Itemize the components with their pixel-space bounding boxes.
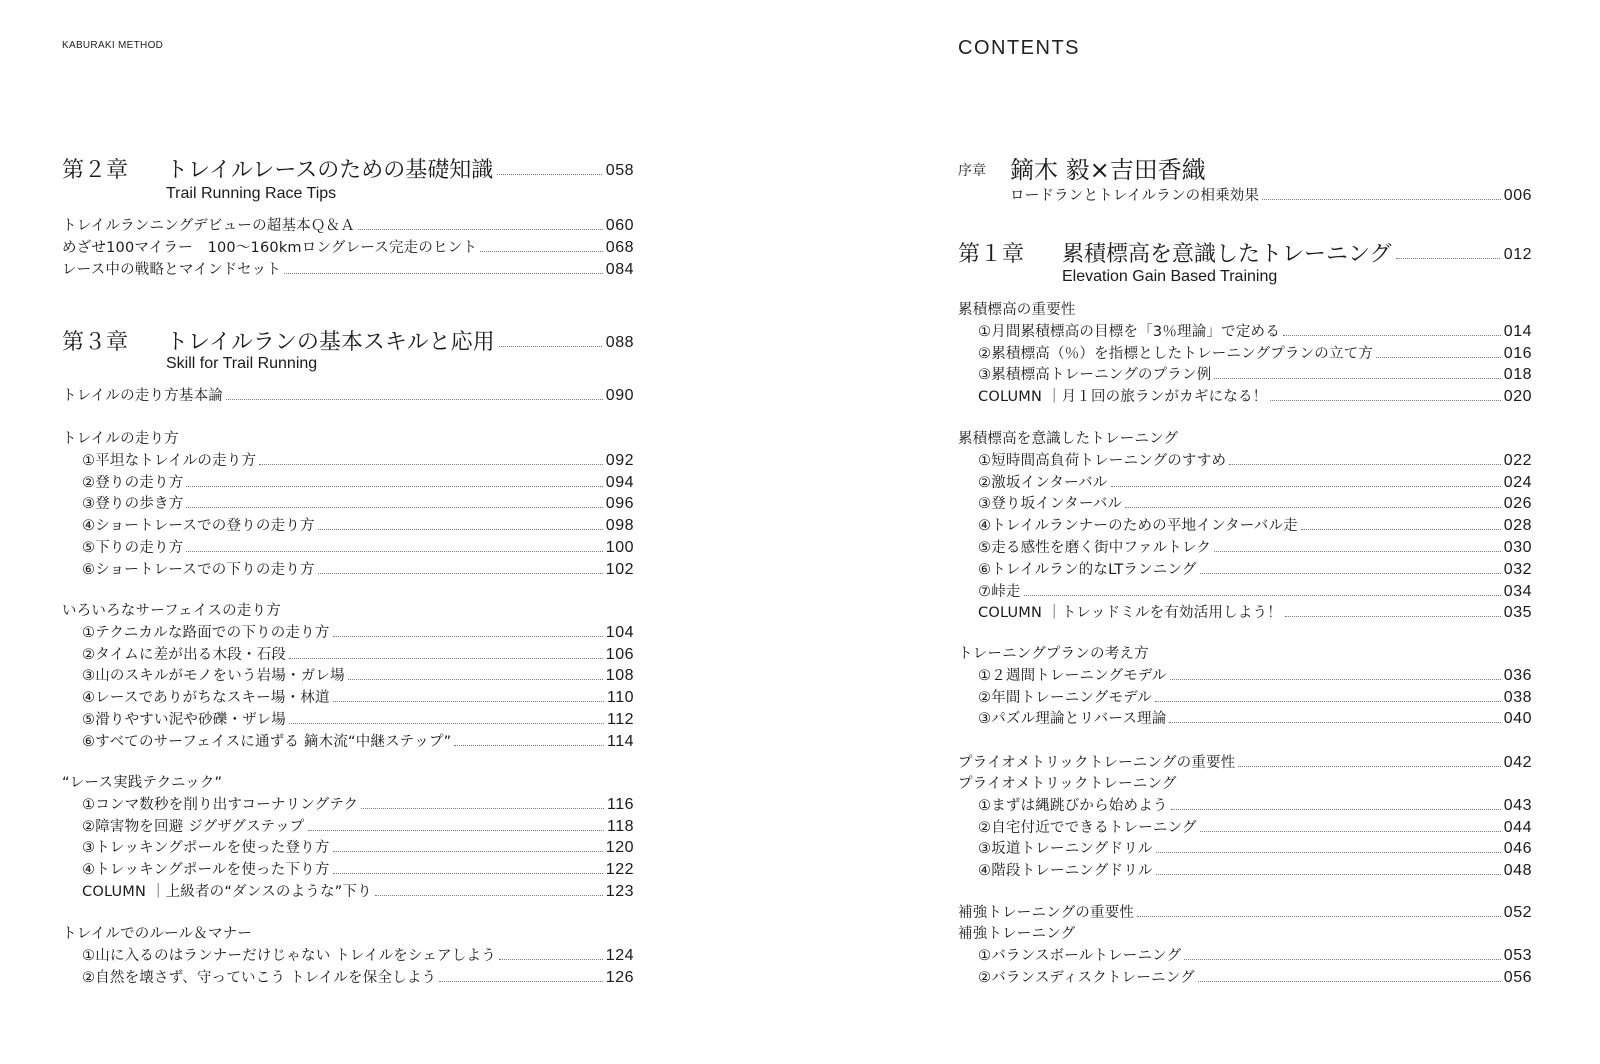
chapter-1-heading[interactable] (958, 232, 1532, 268)
page-number: 122 (605, 861, 634, 879)
entry-title: ④レースでありがちなスキー場・林道 (82, 690, 330, 707)
page-number: 052 (1503, 904, 1532, 921)
leader-dots (1270, 400, 1500, 401)
leader-dots (1200, 831, 1501, 832)
entry-title: ⑥すべてのサーフェイスに通ずる 鏑木流“中継ステップ” (82, 733, 452, 750)
page-number: 098 (605, 517, 634, 535)
toc-entry[interactable] (62, 491, 634, 513)
entry-title: ④階段トレーニングドリル (978, 863, 1153, 880)
leader-dots (1171, 809, 1501, 810)
toc-entry[interactable] (958, 384, 1532, 406)
toc-entry[interactable] (62, 535, 634, 557)
leader-dots (284, 273, 603, 274)
toc-entry[interactable] (958, 557, 1532, 579)
page-number: 038 (1503, 688, 1532, 706)
section-title-text: 累積標高を意識したトレーニング (958, 431, 1179, 447)
page-number: 048 (1503, 862, 1532, 880)
leader-dots (439, 981, 603, 982)
entry-title: COLUMN ｜トレッドミルを有効活用しよう！ (978, 605, 1282, 622)
leader-dots (186, 486, 602, 487)
page-number: 112 (606, 711, 634, 728)
toc-entry[interactable] (62, 835, 634, 857)
entry-title: ①まずは縄跳びから始めよう (978, 797, 1168, 814)
section-title-text: プライオメトリックトレーニング (958, 776, 1177, 792)
entry-title: ④トレッキングポールを使った下り方 (82, 862, 330, 879)
page-number: 056 (1503, 968, 1532, 986)
section-title (62, 598, 634, 620)
entry-title: トレイルの走り方基本論 (62, 388, 223, 404)
chapter-number: 第２章 (62, 158, 129, 183)
toc-entry[interactable] (958, 750, 1532, 772)
leader-dots (499, 959, 603, 960)
entry-title: ②バランスディスクトレーニング (978, 969, 1195, 986)
entry-title: ①短時間高負荷トレーニングのすすめ (978, 452, 1227, 469)
toc-entry[interactable] (958, 793, 1532, 815)
entry-title: ②年間トレーニングモデル (978, 689, 1152, 706)
entry-title: ③山のスキルがモノをいう岩場・ガレ場 (82, 668, 345, 685)
entry-title: ⑦峠走 (978, 583, 1021, 600)
entry-title: COLUMN ｜上級者の“ダンスのような”下り (82, 884, 372, 900)
chapter-subtitle-en: Trail Running Race Tips (166, 185, 337, 202)
entry-title: ③パズル理論とリバース理論 (978, 711, 1167, 728)
page-number: 022 (1503, 451, 1532, 469)
toc-entry[interactable] (958, 663, 1532, 685)
toc-entry[interactable] (62, 792, 634, 814)
entry-title: ⑤走る感性を磨く街中ファルトレク (978, 540, 1212, 556)
entry-title: COLUMN ｜月１回の旅ランがカギになる！ (978, 389, 1268, 406)
page-number: 060 (605, 217, 634, 234)
entry-title: ②激坂インターバル (978, 474, 1108, 491)
leader-dots (1229, 464, 1501, 465)
entry-title: ⑥ショートレースでの下りの走り方 (82, 561, 315, 578)
toc-entry[interactable] (958, 362, 1532, 384)
leader-dots (226, 399, 603, 400)
section-title-text: トレイルの走り方 (62, 431, 179, 447)
page-number: 120 (605, 839, 634, 857)
entry-title: ②タイムに差が出る木段・石段 (82, 646, 287, 663)
toc-entry[interactable] (62, 857, 634, 879)
toc-entry[interactable] (958, 900, 1532, 922)
section-title-text: “レース実践テクニック” (62, 775, 223, 791)
leader-dots (1170, 679, 1501, 680)
section-title (958, 426, 1532, 448)
intro-label: 序章 (958, 163, 986, 179)
intro-title: 鏑木 毅×吉田香織 (1010, 156, 1206, 184)
contents-heading: CONTENTS (958, 37, 1080, 59)
toc-entry[interactable] (958, 513, 1532, 535)
page-number: 030 (1503, 539, 1532, 556)
entry-title: ③坂道トレーニングドリル (978, 841, 1153, 858)
leader-dots (1198, 981, 1501, 982)
leader-dots (289, 723, 604, 724)
entry-title: ①月間累積標高の目標を「3％理論」で定める (978, 323, 1280, 340)
entry-title: ③登り坂インターバル (978, 496, 1123, 513)
toc-entry[interactable] (62, 513, 634, 535)
section-title (62, 426, 634, 448)
page-number: 102 (605, 560, 634, 578)
page-number: 032 (1503, 560, 1532, 578)
page-number: 026 (1503, 495, 1532, 513)
section-title (958, 771, 1532, 793)
leader-dots (1283, 335, 1501, 336)
chapter-3-heading[interactable] (62, 320, 634, 356)
toc-entry[interactable] (62, 729, 634, 751)
leader-dots (375, 895, 603, 896)
page-number: 118 (606, 817, 634, 835)
section-title-text: 累積標高の重要性 (958, 302, 1076, 318)
page-number: 006 (1503, 187, 1532, 204)
toc-entry[interactable] (958, 858, 1532, 880)
page-number: 096 (605, 495, 634, 513)
leader-dots (1156, 852, 1501, 853)
page-number: 043 (1503, 796, 1532, 814)
intro-subtitle-entry[interactable] (1010, 183, 1532, 205)
entry-title: ①バランスボールトレーニング (978, 947, 1182, 964)
leader-dots (186, 507, 602, 508)
toc-entry[interactable] (958, 706, 1532, 728)
leader-dots (186, 551, 602, 552)
entry-title: ⑥トレイルラン的なLTランニング (978, 561, 1197, 578)
page-number: 014 (1503, 322, 1532, 340)
entry-title: ②自然を壊さず、守っていこう トレイルを保全しよう (82, 969, 437, 986)
section-title-text: トレーニングプランの考え方 (958, 646, 1149, 662)
page-number: 104 (605, 623, 634, 641)
entry-title: ①山に入るのはランナーだけじゃない トレイルをシェアしよう (82, 947, 496, 964)
page-number: 034 (1503, 582, 1532, 600)
page-number: 090 (605, 387, 634, 404)
leader-dots (333, 636, 603, 637)
page-number: 114 (606, 732, 634, 750)
entry-title: トレイルランニングデビューの超基本Ｑ＆Ａ (62, 218, 355, 234)
toc-entry[interactable] (958, 448, 1532, 470)
entry-title: めざせ100マイラー 100〜160kmロングレース完走のヒント (62, 239, 478, 256)
toc-entry[interactable] (958, 579, 1532, 601)
leader-dots (1214, 378, 1500, 379)
page-number: 016 (1503, 344, 1532, 362)
toc-entry[interactable] (958, 470, 1532, 492)
page-number: 068 (605, 238, 634, 256)
entry-title: ④ショートレースでの登りの走り方 (82, 518, 315, 535)
page-number: 108 (605, 667, 634, 685)
entry-title: ②自宅付近でできるトレーニング (978, 819, 1197, 836)
toc-entry[interactable] (958, 815, 1532, 837)
leader-dots (499, 346, 602, 347)
toc-entry[interactable] (62, 814, 634, 836)
toc-entry[interactable] (62, 448, 634, 470)
toc-entry[interactable] (62, 620, 634, 642)
toc-entry[interactable] (62, 383, 634, 405)
page-number: 042 (1503, 754, 1532, 771)
chapter-title: トレイルレースのための基礎知識 (166, 158, 494, 183)
page-number: 084 (605, 260, 634, 278)
toc-entry[interactable] (62, 879, 634, 901)
entry-title: ロードランとトレイルランの相乗効果 (1010, 188, 1260, 204)
leader-dots (1214, 551, 1501, 552)
running-header: KABURAKI METHOD (62, 40, 164, 51)
toc-entry[interactable] (62, 707, 634, 729)
section-title (62, 770, 634, 792)
page-number: 035 (1503, 604, 1532, 622)
toc-entry[interactable] (958, 965, 1532, 987)
page-number: 116 (606, 795, 634, 813)
leader-dots (1376, 357, 1501, 358)
leader-dots (1285, 616, 1501, 617)
leader-dots (289, 658, 603, 659)
toc-entry[interactable] (958, 943, 1532, 965)
toc-entry[interactable] (958, 600, 1532, 622)
page-number: 092 (605, 451, 634, 469)
page-number: 024 (1503, 473, 1532, 491)
page-number: 094 (605, 473, 634, 491)
page-number: 123 (605, 883, 634, 900)
toc-entry[interactable] (62, 235, 634, 257)
toc-entry[interactable] (958, 836, 1532, 858)
page-number: 124 (605, 946, 634, 964)
section-title-text: いろいろなサーフェイスの走り方 (62, 603, 281, 619)
entry-title: ①コンマ数秒を削り出すコーナリングテク (82, 796, 359, 813)
toc-entry[interactable] (958, 341, 1532, 363)
section-title-text: 補強トレーニング (958, 926, 1076, 942)
leader-dots (1184, 959, 1501, 960)
chapter-subtitle-en: Elevation Gain Based Training (1062, 268, 1278, 285)
entry-title: レース中の戦略とマインドセット (62, 261, 282, 278)
leader-dots (1262, 199, 1501, 200)
leader-dots (1396, 258, 1500, 259)
toc-entry[interactable] (62, 470, 634, 492)
entry-title: ⑤下りの走り方 (82, 540, 184, 556)
page-number: 053 (1503, 946, 1532, 964)
entry-title: ②障害物を回避 ジグザグステップ (82, 818, 305, 835)
page-number: 046 (1503, 840, 1532, 858)
leader-dots (480, 251, 603, 252)
leader-dots (1024, 595, 1501, 596)
leader-dots (308, 830, 604, 831)
page-number: 020 (1503, 388, 1532, 406)
toc-entry[interactable] (958, 535, 1532, 557)
leader-dots (333, 701, 604, 702)
page-number: 028 (1503, 517, 1532, 535)
toc-entry[interactable] (62, 965, 634, 987)
toc-entry[interactable] (62, 213, 634, 235)
leader-dots (1137, 916, 1501, 917)
leader-dots (454, 745, 604, 746)
toc-entry[interactable] (958, 491, 1532, 513)
page-number: 040 (1503, 710, 1532, 728)
leader-dots (259, 464, 603, 465)
chapter-number: 第１章 (958, 242, 1025, 267)
toc-entry[interactable] (62, 557, 634, 579)
entry-title: ②累積標高（％）を指標としたトレーニングプランの立て方 (978, 345, 1374, 362)
page-number: 106 (605, 645, 634, 663)
toc-entry[interactable] (958, 685, 1532, 707)
chapter-title: トレイルランの基本スキルと応用 (166, 330, 495, 355)
page-number: 100 (605, 539, 634, 556)
leader-dots (1169, 722, 1500, 723)
section-title (958, 297, 1532, 319)
section-title-text: トレイルでのルール＆マナー (62, 926, 253, 942)
chapter-title: 累積標高を意識したトレーニング (1062, 242, 1392, 267)
toc-entry[interactable] (62, 663, 634, 685)
leader-dots (333, 851, 603, 852)
toc-entry[interactable] (62, 943, 634, 965)
page-number: 126 (605, 968, 634, 986)
page-number: 036 (1503, 666, 1532, 684)
toc-entry[interactable] (958, 319, 1532, 341)
entry-title: ①２週間トレーニングモデル (978, 667, 1167, 684)
leader-dots (1301, 529, 1501, 530)
leader-dots (361, 808, 604, 809)
entry-title: ⑤滑りやすい泥や砂礫・ザレ場 (82, 712, 287, 728)
leader-dots (497, 174, 602, 175)
leader-dots (1111, 486, 1501, 487)
entry-title: ①テクニカルな路面での下りの走り方 (82, 624, 330, 641)
leader-dots (333, 873, 603, 874)
entry-title: ①平坦なトレイルの走り方 (82, 452, 257, 469)
leader-dots (348, 679, 603, 680)
toc-entry[interactable] (62, 642, 634, 664)
page-number: 058 (605, 162, 634, 179)
entry-title: 補強トレーニングの重要性 (958, 905, 1135, 921)
entry-title: ④トレイルランナーのための平地インターバル走 (978, 518, 1298, 535)
leader-dots (1156, 874, 1501, 875)
page-number: 088 (605, 334, 634, 351)
leader-dots (358, 229, 603, 230)
leader-dots (318, 529, 603, 530)
leader-dots (1125, 507, 1501, 508)
entry-title: ③登りの歩き方 (82, 496, 184, 513)
entry-title: ③累積標高トレーニングのプラン例 (978, 367, 1212, 384)
leader-dots (1200, 573, 1501, 574)
chapter-number: 第３章 (62, 330, 129, 355)
leader-dots (318, 573, 603, 574)
page-number: 012 (1503, 246, 1532, 263)
page-number: 044 (1503, 818, 1532, 836)
entry-title: ③トレッキングポールを使った登り方 (82, 840, 330, 857)
entry-title: ②登りの走り方 (82, 474, 184, 491)
section-title (62, 921, 634, 943)
page-number: 018 (1503, 366, 1532, 384)
entry-title: プライオメトリックトレーニングの重要性 (958, 755, 1236, 771)
toc-entry[interactable] (62, 257, 634, 279)
chapter-2-heading[interactable] (62, 148, 634, 184)
chapter-subtitle-en: Skill for Trail Running (166, 355, 318, 372)
section-title (958, 641, 1532, 663)
toc-entry[interactable] (62, 685, 634, 707)
leader-dots (1155, 701, 1501, 702)
leader-dots (1238, 766, 1500, 767)
section-title (958, 921, 1532, 943)
page-number: 110 (606, 689, 634, 707)
